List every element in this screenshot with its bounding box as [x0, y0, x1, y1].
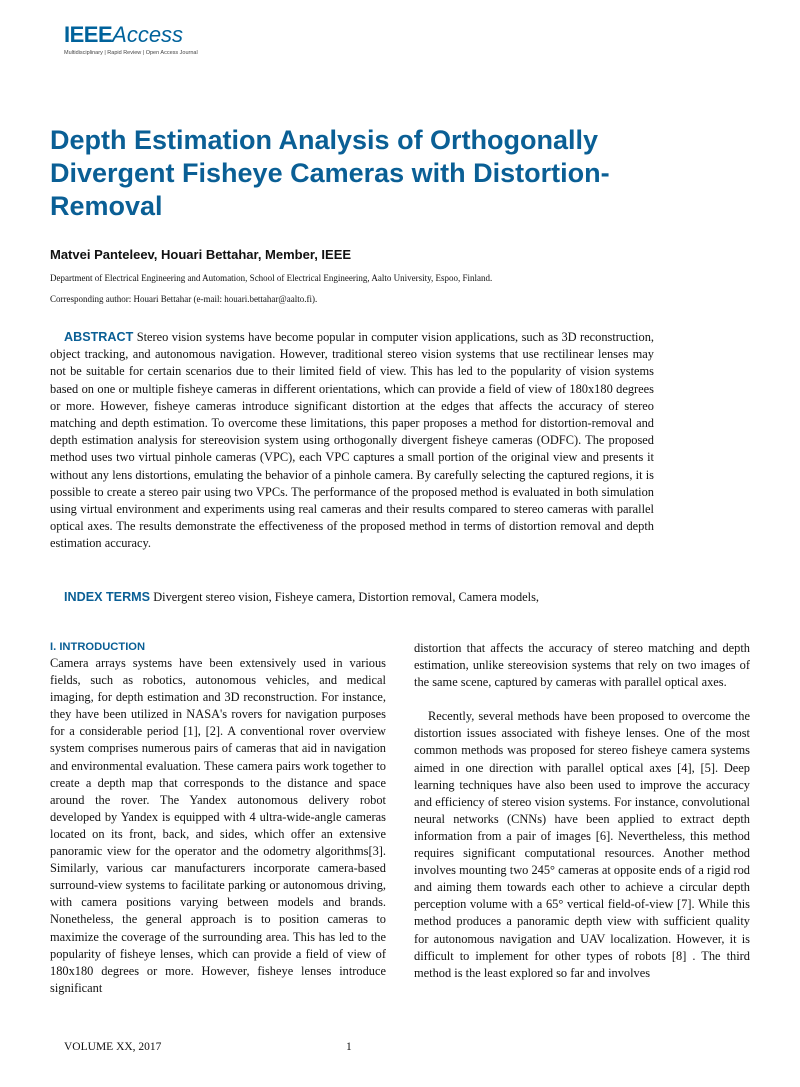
- section-heading-introduction: I. INTRODUCTION: [50, 641, 146, 653]
- abstract-text: Stereo vision systems have become popular in computer vision applications, such as 3D reconstruction, object tracking, and autonomous navigation. However, traditional stereo vision systems that use rectilinear lenses may not be suitable for certain scenarios due to their limited field of view. This has led to the popularity of vision systems based on one or multiple fisheye cameras in different orientations, which can provide a field of view of 180x180 degrees or more. However, fisheye cameras introduce significant distortion at the edges that affects the accuracy of stereo matching and depth estimation. To overcome these limitations, this paper proposes a method for distortion-removal and depth estimation analysis for stereovision system using orthogonally divergent fisheye cameras (ODFC). The proposed method uses two virtual pinhole cameras (VPC), each VPC captures a small portion of the original view and presents it without any lens distortions, emulating the behavior of a pinhole camera. By carefully selecting the captured regions, it is possible to create a stereo pair using two VPCs. The performance of the proposed method is evaluated in both simulation using virtual environment and experiments using real cameras and their results compared to stereo cameras with parallel optical axes. The results demonstrate the effectiveness of the proposed method in terms of distortion removal and depth estimation accuracy.: [50, 330, 654, 551]
- index-terms-text: Divergent stereo vision, Fisheye camera, Distortion removal, Camera models,: [153, 590, 540, 604]
- author-list: Matvei Panteleev, Houari Bettahar, Member, IEEE: [50, 247, 352, 262]
- affiliation: Department of Electrical Engineering and Automation, School of Electrical Engineering, Aalto University, Espoo, Finland.: [50, 273, 493, 283]
- left-column: [50, 640, 386, 997]
- journal-logo: [64, 22, 198, 56]
- intro-paragraph-1: Camera arrays systems have been extensively used in various fields, such as robotics, autonomous vehicles, and medical imaging, for depth estimation and 3D reconstruction. For instance, they have been utilized in NASA's rovers for navigation purposes for a considerable period [1], [2]. A conventional rover overview system comprises numerous pairs of cameras that aid in navigation and environmental evaluation. These camera pairs work together to create a depth map that corresponds to the distance and space around the rover. The Yandex autonomous delivery robot developed by Yandex is equipped with 4 ultra-wide-angle cameras located on its front, back, and sides, which offer an extensive panoramic view for the operator and the odometry algorithms[3]. Similarly, various car manufacturers incorporate camera-based surround-view systems to facilitate parking or autonomous driving, with camera positions varying between models and brands. Nonetheless, the general approach is to position cameras to maximize the coverage of the surrounding area. This has led to the popularity of fisheye lenses, which can provide a field of view of 180x180 degrees or more. However, fisheye lenses introduce significant: [50, 656, 386, 995]
- right-column: [414, 640, 750, 982]
- logo-ieee: IEEE: [64, 22, 113, 47]
- page-number: 1: [346, 1041, 352, 1053]
- intro-paragraph-continued: distortion that affects the accuracy of stereo matching and depth estimation, unlike stereovision systems that rely on two images of the same scene, captured by cameras with parallel optical axes.: [414, 641, 750, 690]
- index-terms: [64, 590, 539, 605]
- logo-access: Access: [112, 22, 184, 47]
- index-terms-label: INDEX TERMS: [64, 590, 151, 604]
- logo-tagline: Multidisciplinary | Rapid Review | Open Access Journal: [64, 50, 198, 56]
- paper-title: Depth Estimation Analysis of Orthogonally Divergent Fisheye Cameras with Distortion-Removal: [50, 125, 610, 221]
- abstract-label: ABSTRACT: [64, 330, 134, 344]
- logo-wordmark: [64, 22, 198, 48]
- corresponding-author: Corresponding author: Houari Bettahar (e-mail: houari.bettahar@aalto.fi).: [50, 294, 318, 304]
- abstract: [50, 329, 654, 553]
- intro-paragraph-2: Recently, several methods have been proposed to overcome the distortion issues associated with fisheye lenses. One of the most common methods was proposed for stereo fisheye camera systems aimed in one direction with parallel optical axes [4], [5]. Deep learning techniques have also been used to improve the accuracy and efficiency of stereo vision systems. For instance, convolutional neural networks (CNNs) have been applied to extract depth information from a pair of images [6]. Nevertheless, this method requires significant computational resources. Another method involves mounting two 245° cameras at opposite ends of a rigid rod and aiming them towards each other to achieve a circular depth perception volume with a 65° vertical field-of-view [7]. While this method produces a panoramic depth view with sufficient quality for autonomous navigation and UAV localization. However, it is difficult to implement for other types of robots [8] . The third method is the least explored so far and involves: [414, 709, 750, 980]
- footer-volume: VOLUME XX, 2017: [64, 1041, 162, 1053]
